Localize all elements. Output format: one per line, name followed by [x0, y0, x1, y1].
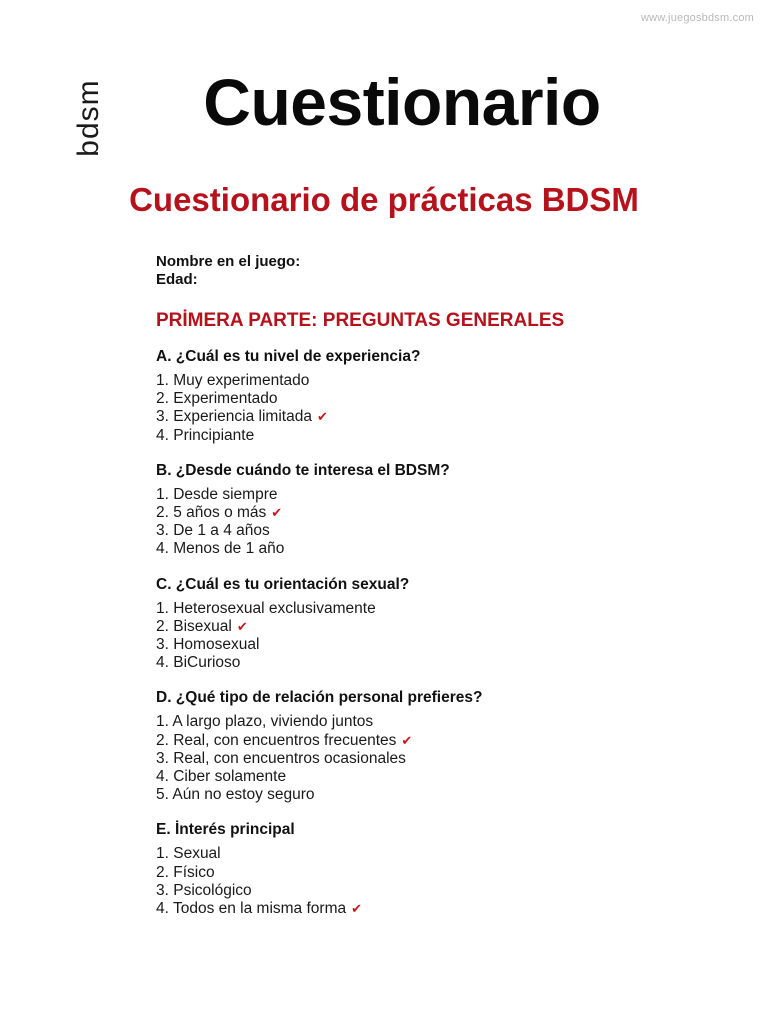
option-label: 3. Homosexual [156, 636, 260, 654]
questionnaire-content [156, 253, 716, 934]
checkmark-icon: ✔ [316, 409, 328, 425]
option-label: 2. Experimentado [156, 390, 278, 408]
option-label: 4. BiCurioso [156, 654, 241, 672]
question-title: E. İnterés principal [156, 821, 295, 839]
option-item [156, 864, 716, 882]
options-list [156, 486, 716, 559]
option-label: 2. Bisexual [156, 617, 232, 635]
option-item [156, 750, 716, 768]
option-label: 1. A largo plazo, viviendo juntos [156, 713, 374, 731]
checkmark-icon: ✔ [351, 901, 363, 917]
options-list [156, 713, 716, 804]
options-list [156, 845, 716, 918]
field-age: Edad: [156, 271, 198, 288]
option-label: 3. Psicológico [156, 881, 252, 899]
option-label: 3. Real, con encuentros ocasionales [156, 749, 406, 767]
option-item [156, 882, 716, 900]
option-label: 4. Menos de 1 año [156, 540, 285, 558]
option-label: 2. Físico [156, 863, 215, 881]
option-label: 3. Experiencia limitada [156, 408, 312, 426]
option-label: 4. Ciber solamente [156, 768, 287, 786]
question-title: A. ¿Cuál es tu nivel de experiencia? [156, 348, 421, 365]
questions-list [156, 347, 716, 918]
question-c [156, 575, 716, 673]
question-a [156, 347, 716, 445]
question-b [156, 461, 716, 559]
option-item [156, 900, 716, 918]
question-e [156, 820, 716, 918]
question-title: B. ¿Desde cuándo te interesa el BDSM? [156, 461, 450, 479]
option-label: 2. Real, con encuentros frecuentes [156, 731, 397, 749]
checkmark-icon: ✔ [401, 732, 413, 748]
option-item [156, 600, 716, 618]
option-item [156, 486, 716, 504]
bdsm-logo: bdsm [72, 79, 105, 157]
option-item [156, 732, 716, 750]
option-item [156, 768, 716, 786]
option-label: 5. Aún no estoy seguro [156, 786, 315, 804]
option-item [156, 654, 716, 672]
option-label: 1. Sexual [156, 845, 221, 863]
option-item [156, 713, 716, 731]
option-item [156, 408, 716, 426]
option-label: 1. Muy experimentado [156, 372, 310, 389]
option-item [156, 540, 716, 558]
option-label: 1. Desde siempre [156, 485, 278, 503]
option-item [156, 522, 716, 540]
options-list [156, 600, 716, 673]
option-item [156, 618, 716, 636]
option-label: 3. De 1 a 4 años [156, 522, 270, 540]
question-title: D. ¿Qué tipo de relación personal prefieres? [156, 689, 483, 707]
option-label: 1. Heterosexual exclusivamente [156, 599, 376, 617]
option-label: 4. Todos en la misma forma [156, 900, 347, 918]
question-d [156, 688, 716, 804]
option-label: 2. 5 años o más [156, 504, 267, 522]
field-game-name: Nombre en el juego: [156, 253, 301, 270]
checkmark-icon: ✔ [271, 505, 283, 521]
page-subtitle: Cuestionario de prácticas BDSM [129, 181, 639, 218]
page-title: Cuestionario [203, 65, 601, 139]
option-item [156, 427, 716, 445]
option-item [156, 636, 716, 654]
section-title: PRİMERA PARTE: PREGUNTAS GENERALES [156, 310, 565, 331]
option-item [156, 845, 716, 863]
option-item [156, 786, 716, 804]
question-title: C. ¿Cuál es tu orientación sexual? [156, 575, 410, 593]
option-item [156, 390, 716, 408]
option-label: 4. Principiante [156, 426, 255, 444]
site-url[interactable]: www.juegosbdsm.com [640, 12, 754, 24]
option-item [156, 504, 716, 522]
option-item [156, 372, 716, 390]
checkmark-icon: ✔ [236, 618, 248, 634]
options-list [156, 372, 716, 445]
